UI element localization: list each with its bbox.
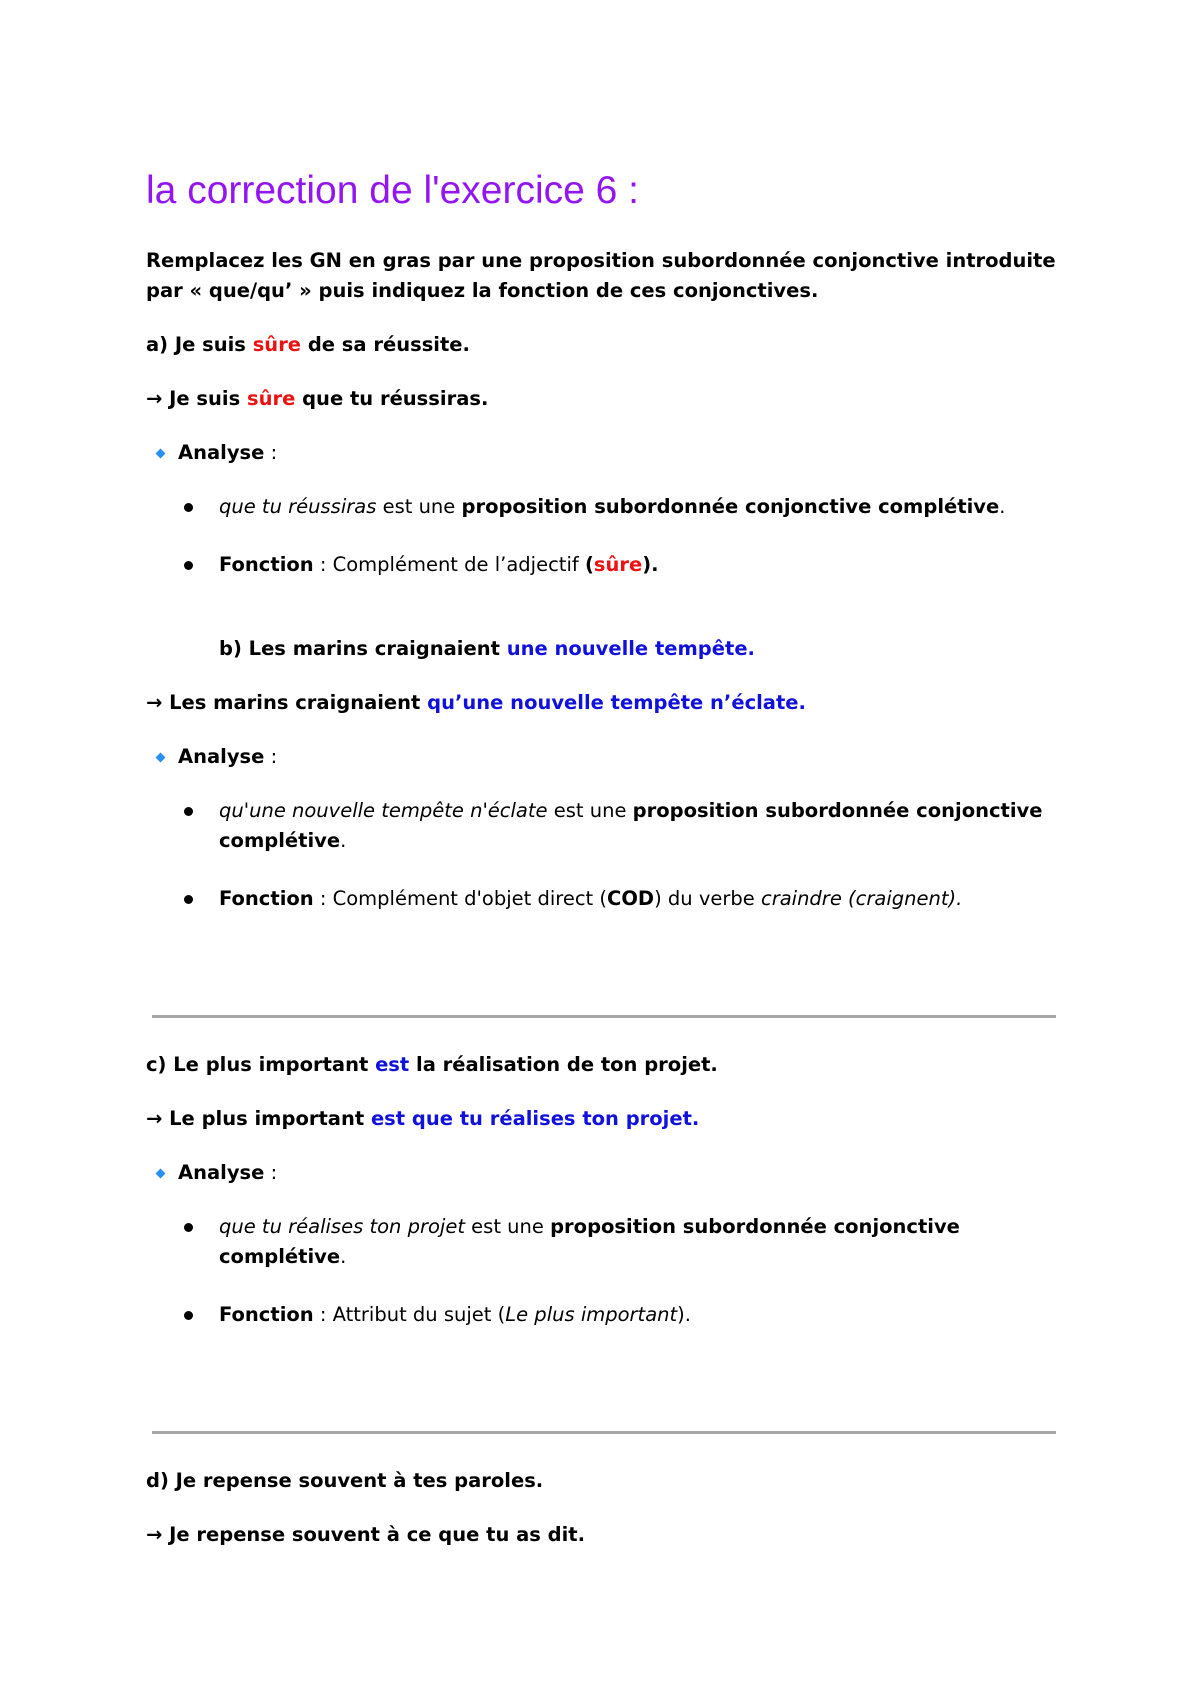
question-a: a) Je suis sûre de sa réussite.	[146, 333, 470, 356]
analyse-item-a-2: Fonction : Complément de l’adjectif (sûre).	[219, 553, 659, 576]
analyse-item-b-1: qu'une nouvelle tempête n'éclate est une proposition subordonnée conjonctive	[219, 799, 1043, 822]
analyse-item-b-2: Fonction : Complément d'objet direct (COD) du verbe craindre (craignent).	[219, 887, 963, 910]
analyse-heading-b: Analyse :	[178, 745, 278, 768]
bullet-dot-icon	[184, 1311, 193, 1320]
answer-a: → Je suis sûre que tu réussiras.	[146, 387, 489, 410]
bullet-dot-icon	[184, 807, 193, 816]
analyse-item-b-1-cont: complétive.	[219, 829, 347, 852]
answer-d: → Je repense souvent à ce que tu as dit.	[146, 1523, 586, 1546]
analyse-heading-c: Analyse :	[178, 1161, 278, 1184]
diamond-bullet-icon	[156, 449, 166, 459]
page-title: la correction de l'exercice 6 :	[146, 169, 640, 212]
highlight-phrase: qu’une nouvelle tempête n’éclate.	[427, 691, 806, 714]
analyse-heading-a: Analyse :	[178, 441, 278, 464]
analyse-item-c-2: Fonction : Attribut du sujet (Le plus important).	[219, 1303, 691, 1326]
bullet-dot-icon	[184, 561, 193, 570]
bullet-dot-icon	[184, 895, 193, 904]
bullet-dot-icon	[184, 1223, 193, 1232]
answer-c: → Le plus important est que tu réalises ton projet.	[146, 1107, 700, 1130]
analyse-item-c-1: que tu réalises ton projet est une proposition subordonnée conjonctive	[219, 1215, 960, 1238]
analyse-item-c-1-cont: complétive.	[219, 1245, 347, 1268]
diamond-bullet-icon	[156, 753, 166, 763]
highlight-word: sûre	[246, 387, 296, 410]
instruction-line-2: par « que/qu’ » puis indiquez la fonction de ces conjonctives.	[146, 279, 819, 302]
question-c: c) Le plus important est la réalisation de ton projet.	[146, 1053, 718, 1076]
horizontal-divider	[152, 1431, 1056, 1434]
highlight-phrase: une nouvelle tempête.	[506, 637, 755, 660]
diamond-bullet-icon	[156, 1169, 166, 1179]
bullet-dot-icon	[184, 503, 193, 512]
question-b: b) Les marins craignaient une nouvelle tempête.	[219, 637, 755, 660]
highlight-word: est	[375, 1053, 410, 1076]
highlight-word: sûre	[252, 333, 302, 356]
question-d: d) Je repense souvent à tes paroles.	[146, 1469, 544, 1492]
analyse-item-a-1: que tu réussiras est une proposition subordonnée conjonctive complétive.	[219, 495, 1006, 518]
horizontal-divider	[152, 1015, 1056, 1018]
highlight-phrase: est que tu réalises ton projet.	[370, 1107, 700, 1130]
answer-b: → Les marins craignaient qu’une nouvelle tempête n’éclate.	[146, 691, 806, 714]
highlight-word: sûre	[593, 553, 643, 576]
instruction-line-1: Remplacez les GN en gras par une proposition subordonnée conjonctive introduite	[146, 249, 1056, 272]
